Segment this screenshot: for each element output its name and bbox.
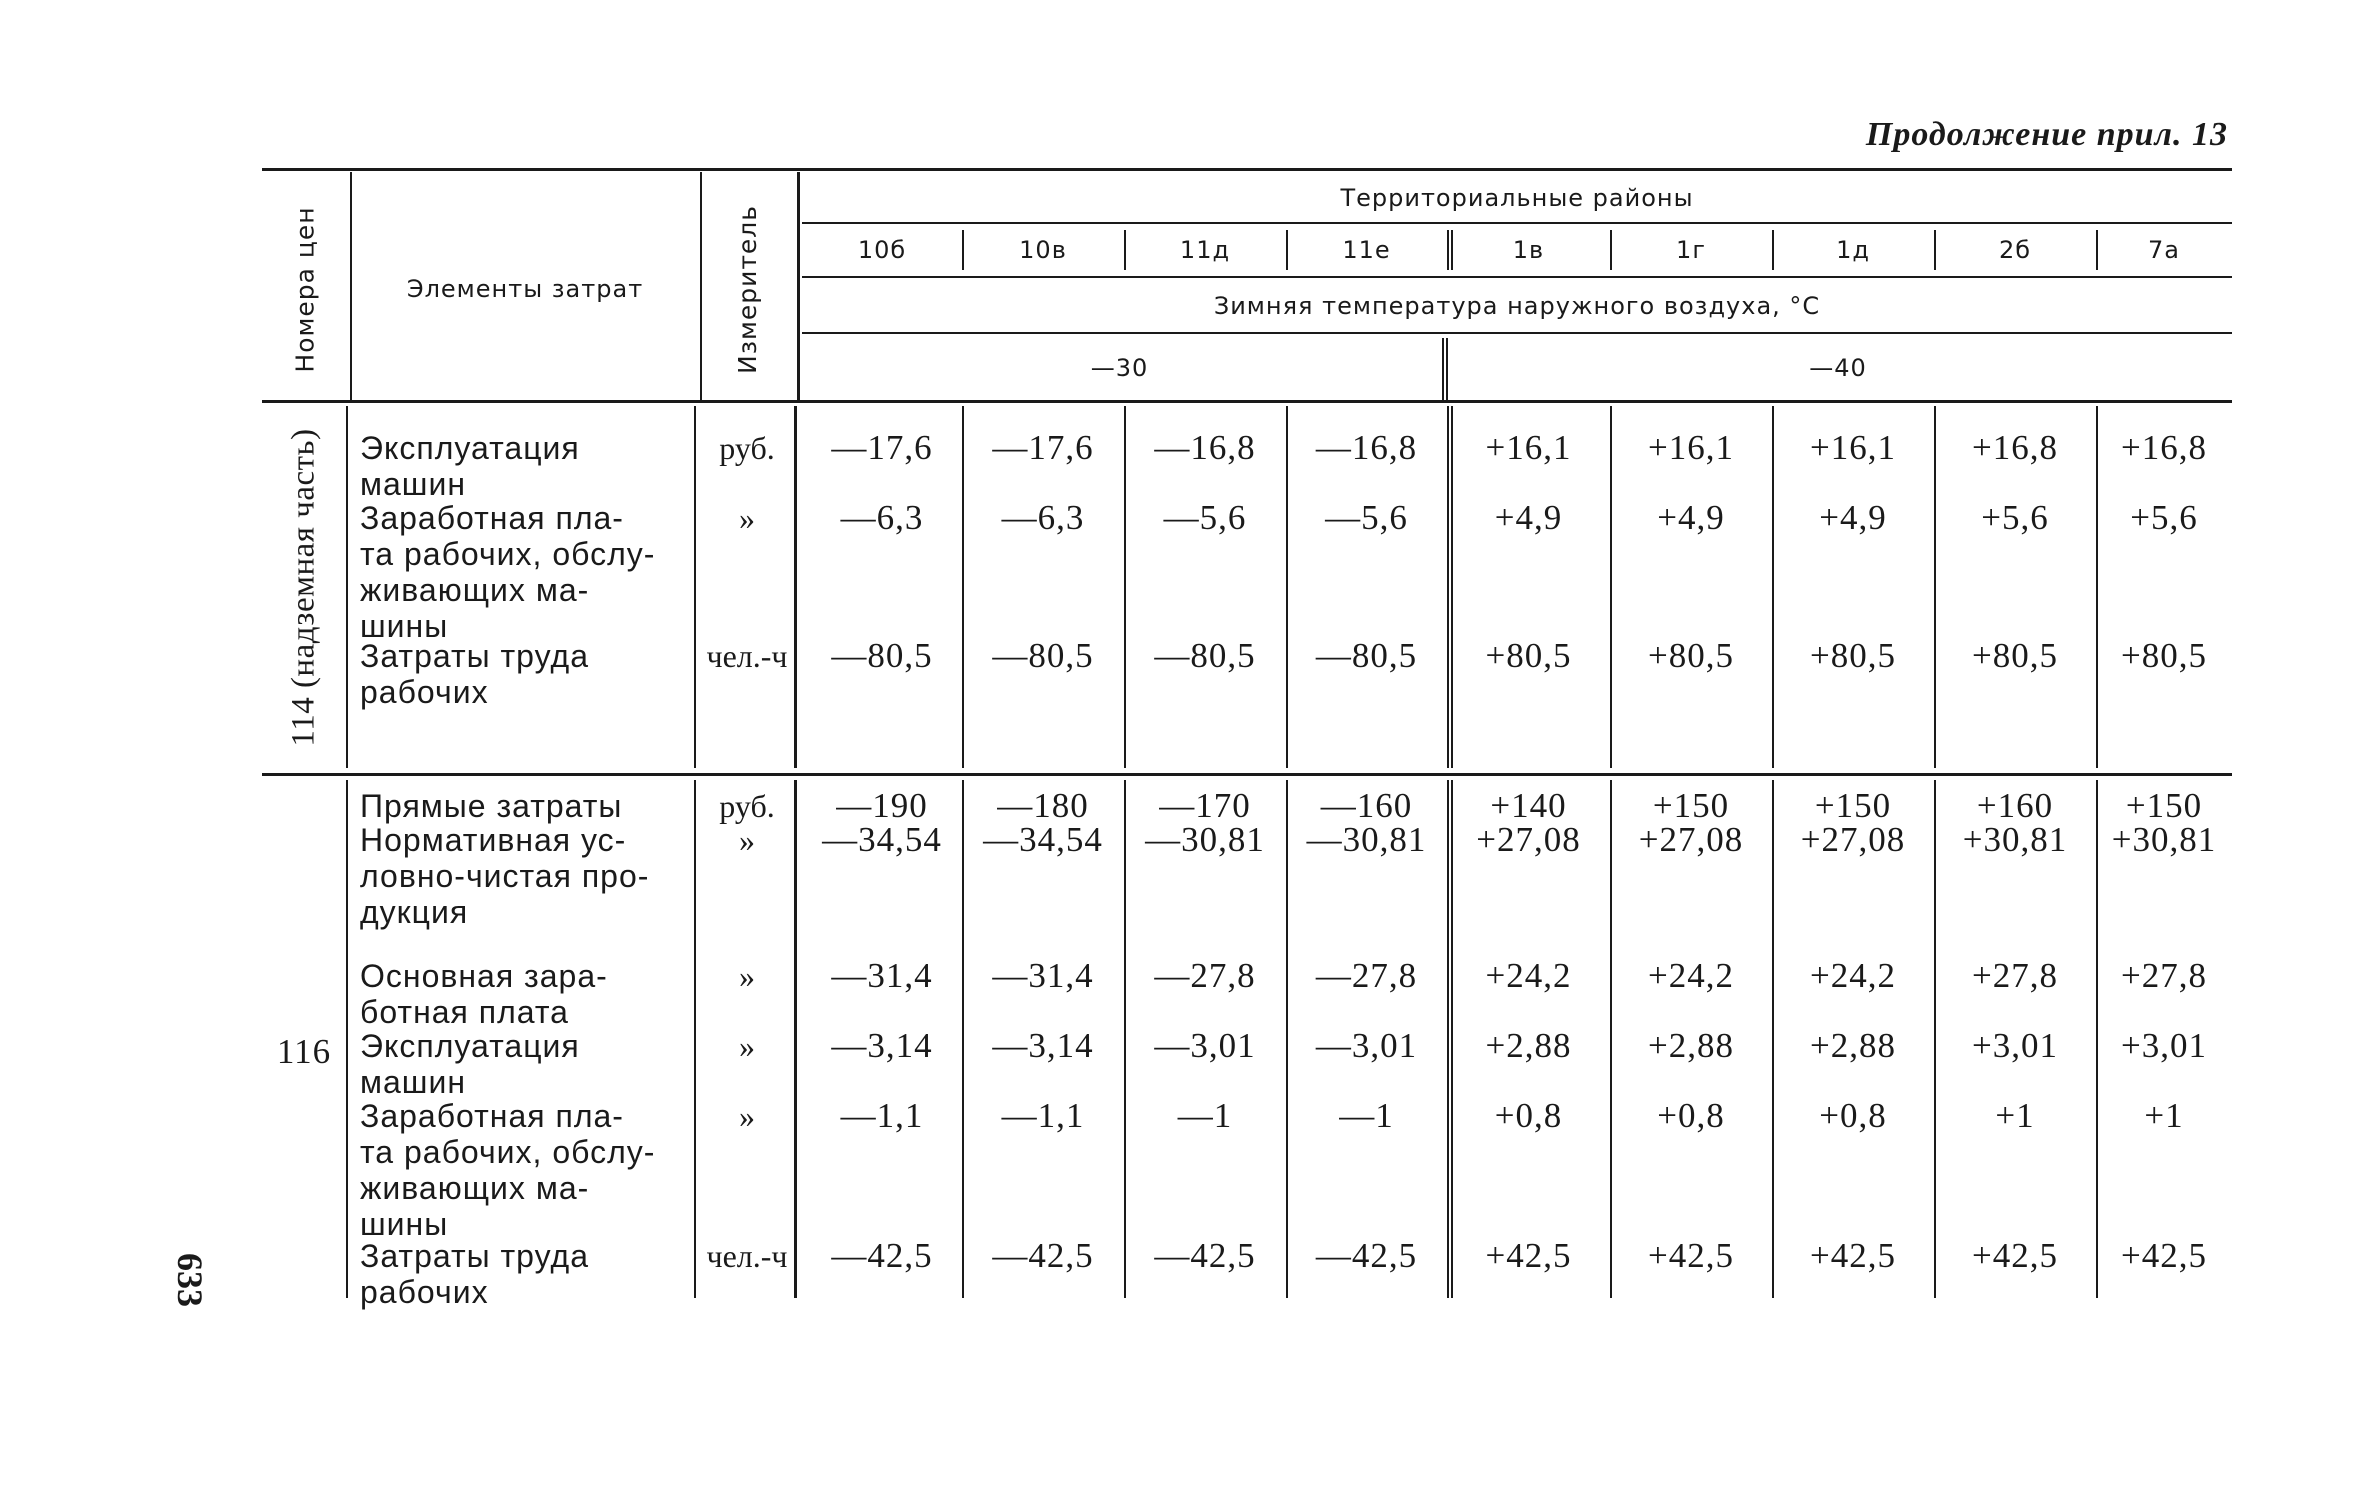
unit-b0-r0: руб. — [719, 430, 775, 466]
col-header-unit-label: Измеритель — [732, 204, 762, 374]
value-b0-r2-c7: +80,5 — [1972, 636, 2058, 675]
rule-regions-top — [802, 222, 2232, 224]
page-number: 633 — [170, 1253, 210, 1307]
col-header-territorial-regions: Территориальные районы — [1340, 184, 1694, 212]
cost-element-b0-r1-l3: шины — [360, 608, 449, 644]
value-b0-r1-c8: +5,6 — [2130, 498, 2198, 537]
region-code-7: 2б — [1998, 236, 2032, 264]
unit-b1-r5: чел.-ч — [706, 1238, 788, 1274]
vrule-b0-unit — [794, 406, 797, 768]
value-b0-r2-c2: —80,5 — [1154, 636, 1256, 675]
value-b1-r0-c1: —180 — [997, 786, 1089, 825]
value-b1-r4-c0: —1,1 — [840, 1096, 924, 1135]
col-header-price-numbers-label: Номера цен — [290, 205, 320, 373]
price-number-block-0 — [262, 406, 346, 768]
vrule-b1-elements — [694, 780, 696, 1298]
value-b1-r5-c8: +42,5 — [2121, 1236, 2207, 1275]
cost-element-b0-r0-l1: машин — [360, 466, 467, 502]
value-b0-r1-c3: —5,6 — [1325, 498, 1408, 537]
vrule-elements-col — [700, 172, 702, 400]
value-b0-r2-c5: +80,5 — [1648, 636, 1734, 675]
cost-element-b1-r2-l1: ботная плата — [360, 994, 569, 1030]
value-b1-r0-c3: —160 — [1320, 786, 1413, 825]
value-b1-r3-c3: —3,01 — [1315, 1026, 1418, 1065]
continuation-title: Продолжение прил. 13 — [1865, 116, 2228, 153]
rule-header-bottom — [262, 400, 2232, 403]
value-b0-r2-c8: +80,5 — [2121, 636, 2207, 675]
value-b1-r2-c7: +27,8 — [1972, 956, 2058, 995]
unit-b1-r2: » — [739, 958, 755, 994]
unit-b1-r1: » — [739, 822, 755, 858]
value-b0-r1-c0: —6,3 — [840, 498, 924, 537]
region-code-2: 11д — [1179, 236, 1231, 264]
value-b1-r2-c1: —31,4 — [992, 956, 1094, 995]
value-b0-r1-c6: +4,9 — [1819, 498, 1887, 537]
value-b1-r1-c3: —30,81 — [1306, 820, 1427, 859]
value-b0-r0-c8: +16,8 — [2121, 428, 2207, 467]
unit-b1-r4: » — [739, 1098, 755, 1134]
value-b1-r1-c7: +30,81 — [1962, 820, 2068, 859]
unit-b1-r0: руб. — [719, 788, 775, 824]
temperature-group-minus-30: —30 — [1090, 354, 1149, 382]
value-b1-r3-c2: —3,01 — [1154, 1026, 1256, 1065]
value-b1-r4-c7: +1 — [1995, 1096, 2035, 1135]
value-b1-r3-c0: —3,14 — [831, 1026, 933, 1065]
rule-block-separator — [262, 773, 2232, 776]
vrule-b0-elements — [694, 406, 696, 768]
value-b1-r2-c5: +24,2 — [1648, 956, 1734, 995]
value-b1-r1-c5: +27,08 — [1638, 820, 1744, 859]
region-code-5: 1г — [1676, 236, 1706, 264]
value-b1-r5-c2: —42,5 — [1154, 1236, 1256, 1275]
value-b0-r1-c5: +4,9 — [1657, 498, 1725, 537]
value-b1-r3-c1: —3,14 — [992, 1026, 1094, 1065]
unit-b0-r1: » — [739, 500, 755, 536]
price-adjustment-table — [262, 168, 2232, 1308]
vrule-temp-split — [1442, 338, 1448, 400]
value-b0-r0-c4: +16,1 — [1485, 428, 1572, 467]
value-b0-r2-c6: +80,5 — [1810, 636, 1896, 675]
cost-element-b1-r4-l3: шины — [360, 1206, 449, 1242]
value-b1-r4-c4: +0,8 — [1494, 1096, 1563, 1135]
value-b1-r1-c4: +27,08 — [1476, 820, 1581, 859]
value-b0-r1-c4: +4,9 — [1494, 498, 1563, 537]
value-b1-r1-c6: +27,08 — [1800, 820, 1906, 859]
value-b1-r4-c6: +0,8 — [1819, 1096, 1887, 1135]
value-b1-r3-c7: +3,01 — [1972, 1026, 2058, 1065]
region-code-4: 1в — [1512, 236, 1545, 264]
value-b1-r0-c8: +150 — [2125, 786, 2203, 825]
cost-element-b0-r1-l2: живающих ма- — [360, 572, 590, 608]
col-header-price-numbers — [262, 178, 348, 400]
cost-element-b1-r0-l0: Прямые затраты — [360, 788, 623, 824]
region-code-1: 10в — [1019, 236, 1067, 264]
cost-element-b1-r1-l0: Нормативная ус- — [360, 822, 627, 858]
value-b1-r3-c8: +3,01 — [2121, 1026, 2207, 1065]
value-b1-r3-c5: +2,88 — [1648, 1026, 1734, 1065]
value-b1-r4-c2: —1 — [1177, 1096, 1233, 1135]
vrule-unit-col — [797, 172, 800, 400]
value-b1-r2-c4: +24,2 — [1485, 956, 1572, 995]
cost-element-b1-r5-l1: рабочих — [360, 1274, 489, 1310]
value-b0-r1-c1: —6,3 — [1001, 498, 1085, 537]
value-b1-r2-c3: —27,8 — [1315, 956, 1418, 995]
vrule-b0-price — [346, 406, 348, 768]
price-number-block-1: 116 — [276, 1032, 332, 1071]
value-b1-r5-c4: +42,5 — [1485, 1236, 1572, 1275]
unit-b1-r3: » — [739, 1028, 755, 1064]
value-b1-r5-c6: +42,5 — [1810, 1236, 1896, 1275]
value-b0-r0-c5: +16,1 — [1648, 428, 1734, 467]
unit-b0-r2: чел.-ч — [706, 638, 788, 674]
value-b1-r0-c7: +160 — [1976, 786, 2054, 825]
value-b0-r0-c0: —17,6 — [831, 428, 933, 467]
col-header-temperature: Зимняя температура наружного воздуха, °С — [1213, 292, 1821, 320]
value-b0-r2-c4: +80,5 — [1485, 636, 1572, 675]
cost-element-b1-r1-l2: дукция — [360, 894, 469, 930]
region-code-8: 7а — [2148, 236, 2180, 264]
vrule-price-col — [350, 172, 352, 400]
cost-element-b1-r3-l0: Эксплуатация — [360, 1028, 580, 1064]
value-b0-r2-c1: —80,5 — [992, 636, 1094, 675]
temperature-group-minus-40: —40 — [1809, 354, 1867, 382]
cost-element-b1-r3-l1: машин — [360, 1064, 467, 1100]
cost-element-b1-r2-l0: Основная зара- — [360, 958, 608, 994]
region-code-0: 10б — [857, 236, 907, 264]
value-b0-r0-c2: —16,8 — [1154, 428, 1256, 467]
value-b0-r1-c7: +5,6 — [1981, 498, 2049, 537]
value-b1-r5-c1: —42,5 — [992, 1236, 1094, 1275]
price-number-label-0: 114 (надземная часть) — [285, 427, 322, 747]
rule-top — [262, 168, 2232, 171]
region-code-6: 1д — [1836, 236, 1870, 264]
cost-element-b1-r4-l0: Заработная пла- — [360, 1098, 624, 1134]
rule-temperature-bottom — [802, 332, 2232, 334]
value-b1-r4-c3: —1 — [1339, 1096, 1394, 1135]
value-b1-r2-c6: +24,2 — [1810, 956, 1896, 995]
cost-element-b0-r2-l0: Затраты труда — [360, 638, 590, 674]
value-b1-r0-c6: +150 — [1814, 786, 1892, 825]
cost-element-b0-r1-l1: та рабочих, обслу- — [360, 536, 656, 572]
value-b1-r5-c5: +42,5 — [1648, 1236, 1734, 1275]
value-b1-r0-c0: —190 — [836, 786, 928, 825]
rule-regions-bottom — [802, 276, 2232, 278]
value-b1-r2-c0: —31,4 — [831, 956, 933, 995]
cost-element-b1-r1-l1: ловно-чистая про- — [360, 858, 650, 894]
value-b0-r0-c1: —17,6 — [992, 428, 1094, 467]
value-b1-r1-c8: +30,81 — [2111, 820, 2217, 859]
cost-element-b0-r0-l0: Эксплуатация — [360, 430, 580, 466]
value-b1-r2-c8: +27,8 — [2121, 956, 2207, 995]
col-header-unit — [702, 178, 792, 400]
cost-element-b1-r4-l2: живающих ма- — [360, 1170, 590, 1206]
cost-element-b0-r2-l1: рабочих — [360, 674, 489, 710]
value-b1-r4-c1: —1,1 — [1001, 1096, 1085, 1135]
vrule-b1-price — [346, 780, 348, 1298]
value-b1-r1-c2: —30,81 — [1145, 820, 1265, 859]
value-b1-r0-c5: +150 — [1652, 786, 1730, 825]
value-b1-r0-c4: +140 — [1490, 786, 1567, 825]
value-b1-r5-c3: —42,5 — [1315, 1236, 1418, 1275]
value-b1-r4-c5: +0,8 — [1657, 1096, 1725, 1135]
value-b0-r0-c7: +16,8 — [1972, 428, 2058, 467]
cost-element-b1-r5-l0: Затраты труда — [360, 1238, 590, 1274]
value-b1-r1-c0: —34,54 — [822, 820, 942, 859]
value-b1-r1-c1: —34,54 — [983, 820, 1103, 859]
value-b1-r2-c2: —27,8 — [1154, 956, 1256, 995]
value-b1-r3-c6: +2,88 — [1810, 1026, 1896, 1065]
cost-element-b0-r1-l0: Заработная пла- — [360, 500, 624, 536]
value-b1-r5-c7: +42,5 — [1972, 1236, 2058, 1275]
col-header-elements: Элементы затрат — [406, 275, 644, 303]
region-code-3: 11е — [1342, 236, 1391, 264]
value-b1-r5-c0: —42,5 — [831, 1236, 933, 1275]
value-b0-r1-c2: —5,6 — [1163, 498, 1247, 537]
value-b0-r2-c0: —80,5 — [831, 636, 933, 675]
value-b1-r3-c4: +2,88 — [1485, 1026, 1572, 1065]
value-b1-r4-c8: +1 — [2144, 1096, 2184, 1135]
cost-element-b1-r4-l1: та рабочих, обслу- — [360, 1134, 656, 1170]
value-b0-r2-c3: —80,5 — [1315, 636, 1418, 675]
value-b0-r0-c6: +16,1 — [1810, 428, 1896, 467]
value-b0-r0-c3: —16,8 — [1315, 428, 1418, 467]
value-b1-r0-c2: —170 — [1159, 786, 1251, 825]
vrule-b1-unit — [794, 780, 797, 1298]
